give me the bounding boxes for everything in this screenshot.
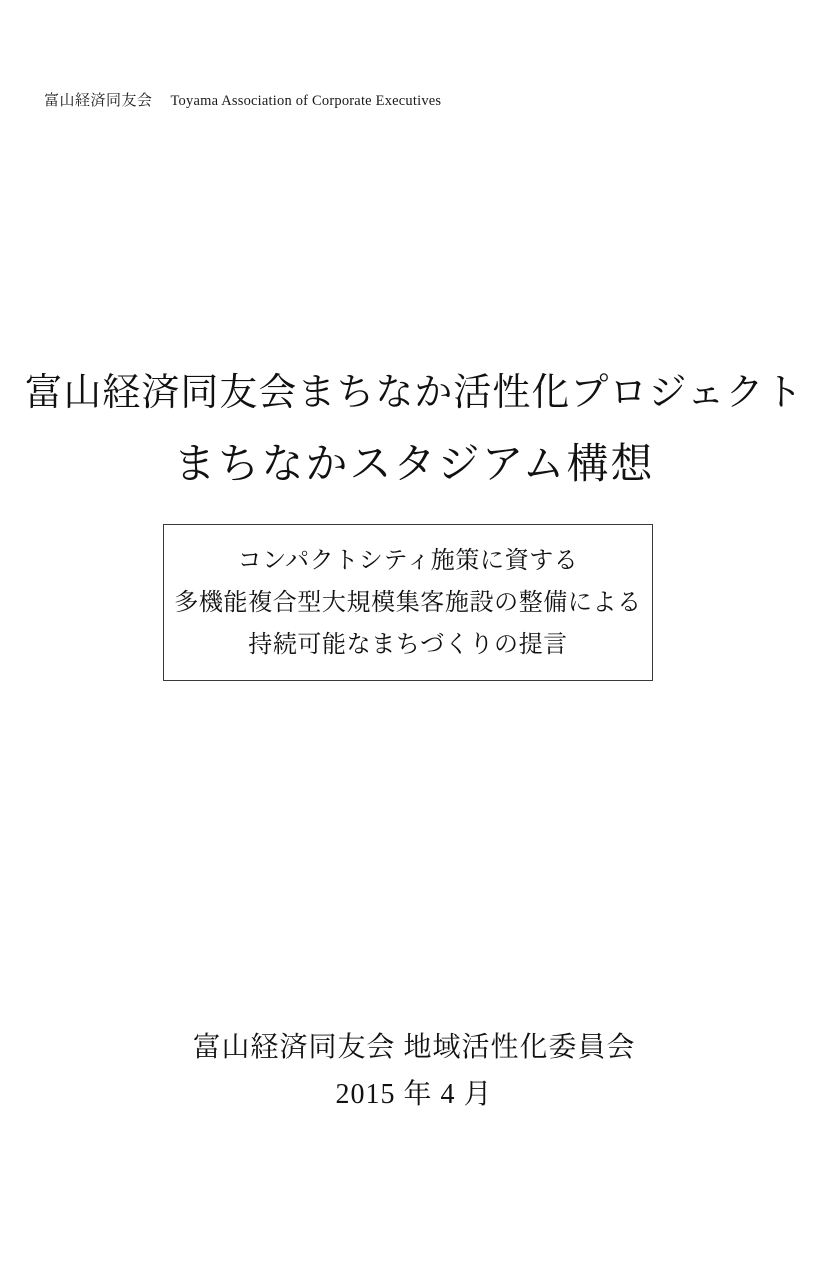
author-name: 富山経済同友会 地域活性化委員会 — [192, 1032, 636, 1063]
subtitle-line-2: 多機能複合型大規模集客施設の整備による — [174, 589, 642, 616]
title-block — [0, 370, 828, 492]
organization-name-en: Toyama Association of Corporate Executives — [170, 93, 442, 109]
footer-block — [0, 1028, 828, 1114]
page-title: まちなかスタジアム構想 — [173, 441, 655, 488]
subtitle-line-1: コンパクトシティ施策に資する — [237, 547, 579, 574]
subtitle-line-3: 持続可能なまちづくりの提言 — [248, 631, 568, 658]
organization-name-jp: 富山経済同友会 — [44, 93, 153, 109]
organization-header — [44, 92, 441, 110]
subtitle-box — [163, 524, 653, 681]
publication-date: 2015 年 4 月 — [335, 1079, 493, 1111]
project-title: 富山経済同友会まちなか活性化プロジェクト — [24, 372, 804, 414]
